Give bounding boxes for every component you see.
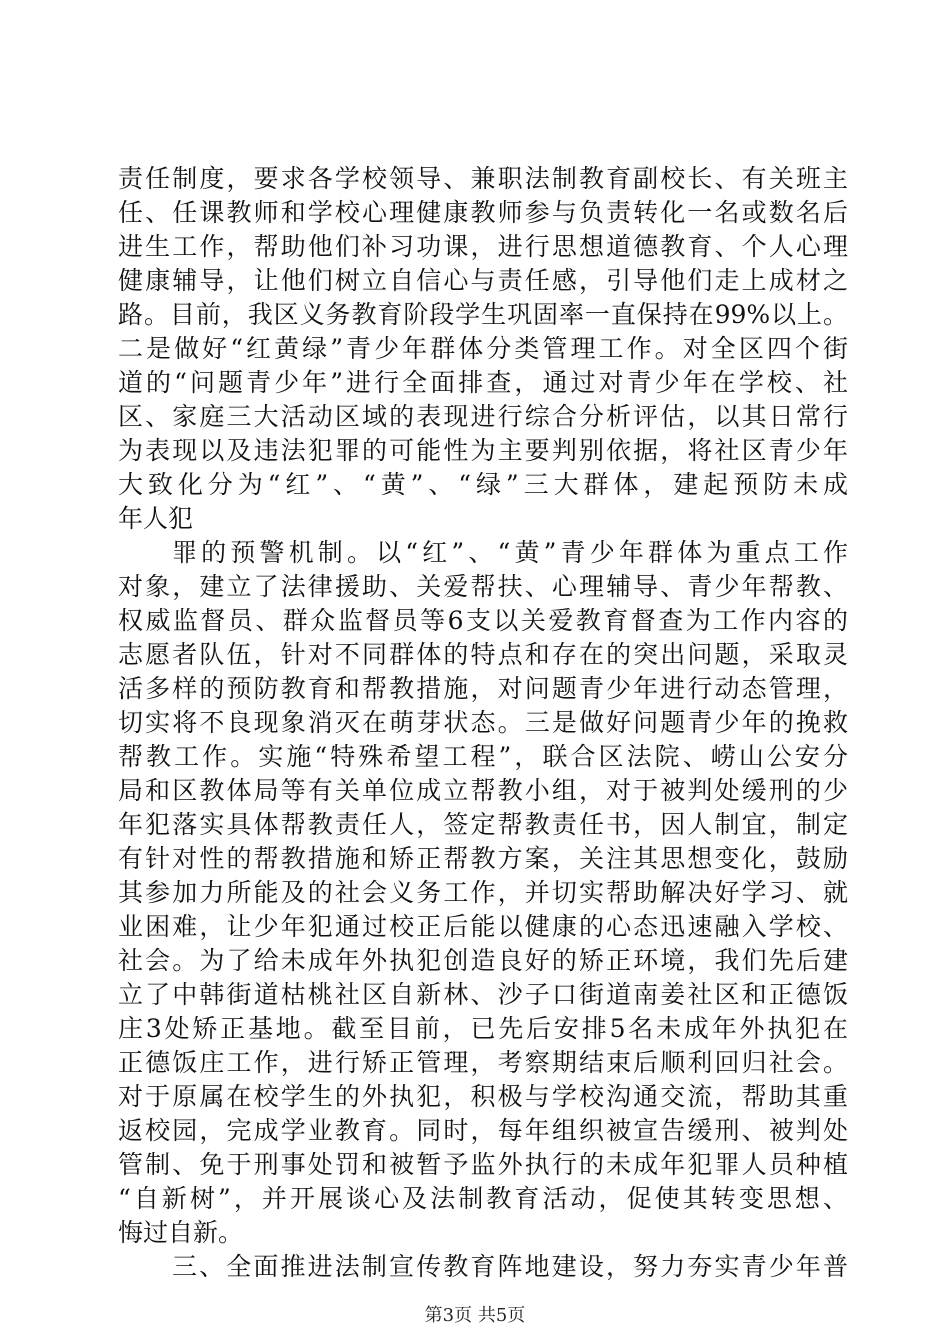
text-line: 权威监督员、群众监督员等6支以关爱教育督查为工作内容的 xyxy=(118,606,848,635)
page-footer: 第3页 共5页 xyxy=(424,1305,526,1326)
text-line: 返校园，完成学业教育。同时，每年组织被宣告缓刑、被判处 xyxy=(118,1116,848,1145)
text-line: 业困难，让少年犯通过校正后能以健康的心态迅速融入学校、 xyxy=(118,912,848,941)
text-line: 庄3处矫正基地。截至目前，已先后安排5名未成年外执犯在 xyxy=(118,1014,848,1043)
text-line: 正德饭庄工作，进行矫正管理，考察期结束后顺利回归社会。 xyxy=(118,1048,848,1077)
text-line: 志愿者队伍，针对不同群体的特点和存在的突出问题，采取灵 xyxy=(118,640,848,669)
text-line: 管制、免于刑事处罚和被暂予监外执行的未成年犯罪人员种植 xyxy=(118,1150,848,1179)
text-line: 责任制度，要求各学校领导、兼职法制教育副校长、有关班主 xyxy=(118,164,848,193)
text-line: 年犯落实具体帮教责任人，签定帮教责任书，因人制宜，制定 xyxy=(118,810,848,839)
text-line: 二是做好“红黄绿”青少年群体分类管理工作。对全区四个街 xyxy=(118,334,848,363)
text-line: 有针对性的帮教措施和矫正帮教方案，关注其思想变化，鼓励 xyxy=(118,844,848,873)
text-line: 三、全面推进法制宣传教育阵地建设，努力夯实青少年普 xyxy=(172,1252,848,1281)
text-line: 区、家庭三大活动区域的表现进行综合分析评估，以其日常行 xyxy=(118,402,848,431)
text-line: 活多样的预防教育和帮教措施，对问题青少年进行动态管理， xyxy=(118,674,848,703)
text-line: 悔过自新。 xyxy=(118,1218,244,1247)
text-line: 立了中韩街道枯桃社区自新林、沙子口街道南姜社区和正德饭 xyxy=(118,980,848,1009)
text-line: 其参加力所能及的社会义务工作，并切实帮助解决好学习、就 xyxy=(118,878,848,907)
text-line: 进生工作，帮助他们补习功课，进行思想道德教育、个人心理 xyxy=(118,232,848,261)
text-line: 为表现以及违法犯罪的可能性为主要判别依据，将社区青少年 xyxy=(118,436,848,465)
text-line: 大致化分为“红”、“黄”、“绿”三大群体，建起预防未成 xyxy=(118,470,848,499)
text-line: 帮教工作。实施“特殊希望工程”，联合区法院、崂山公安分 xyxy=(118,742,848,771)
text-line: “自新树”，并开展谈心及法制教育活动，促使其转变思想、 xyxy=(118,1184,848,1213)
text-line: 年人犯 xyxy=(118,504,194,533)
text-line: 健康辅导，让他们树立自信心与责任感，引导他们走上成材之 xyxy=(118,266,848,295)
text-line: 对于原属在校学生的外执犯，积极与学校沟通交流，帮助其重 xyxy=(118,1082,848,1111)
text-line: 道的“问题青少年”进行全面排查，通过对青少年在学校、社 xyxy=(118,368,848,397)
text-line: 社会。为了给未成年外执犯创造良好的矫正环境，我们先后建 xyxy=(118,946,848,975)
text-line: 罪的预警机制。以“红”、“黄”青少年群体为重点工作 xyxy=(172,538,848,567)
text-line: 局和区教体局等有关单位成立帮教小组，对于被判处缓刑的少 xyxy=(118,776,848,805)
text-line: 路。目前，我区义务教育阶段学生巩固率一直保持在99%以上。 xyxy=(118,300,848,329)
text-line: 切实将不良现象消灭在萌芽状态。三是做好问题青少年的挽救 xyxy=(118,708,848,737)
text-line: 对象，建立了法律援助、关爱帮扶、心理辅导、青少年帮教、 xyxy=(118,572,848,601)
text-line: 任、任课教师和学校心理健康教师参与负责转化一名或数名后 xyxy=(118,198,848,227)
